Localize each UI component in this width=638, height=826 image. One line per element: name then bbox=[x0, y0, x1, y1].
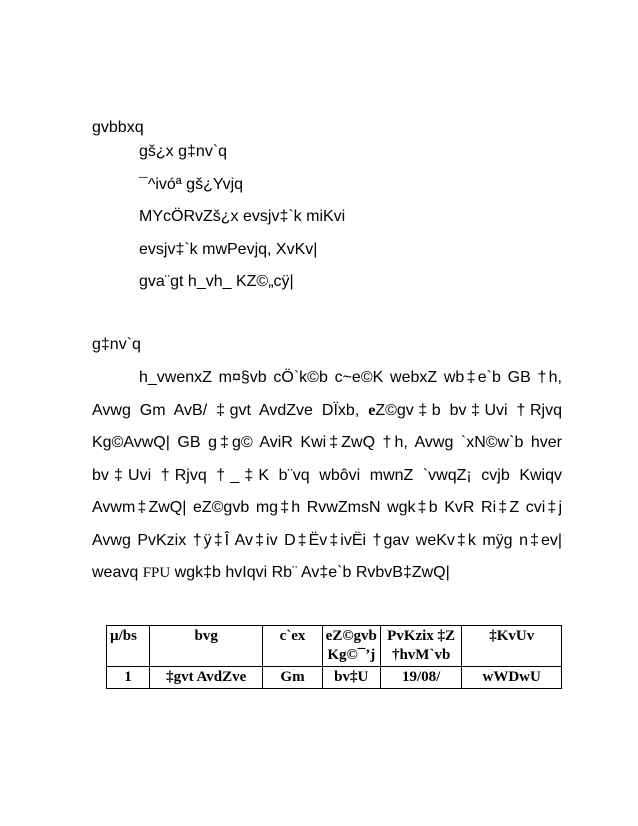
column-header-rank: c`ex bbox=[263, 626, 322, 667]
personnel-table bbox=[106, 625, 562, 689]
column-header-current-posting: eZ©gvb Kg©¯’j bbox=[322, 626, 380, 667]
column-header-serial: µ/bs bbox=[107, 626, 150, 667]
paragraph-abbreviation: FPU bbox=[142, 565, 171, 581]
table-cell: wWDwU bbox=[462, 667, 562, 689]
letter-heading: gvbbxq bbox=[92, 119, 144, 136]
paragraph-text: wgk‡b hvIqvi Rb¨ Av‡e`b RvbvB‡ZwQ| bbox=[170, 564, 450, 581]
table-cell: bv‡U bbox=[322, 667, 380, 689]
address-line: MYcÖRvZš¿x evsjv‡`k miKvi bbox=[139, 208, 346, 225]
address-line: evsjv‡`k mwPevjq, XvKv| bbox=[139, 240, 318, 258]
column-header-joining-date: PvKzix ‡Z †hvM`vb bbox=[380, 626, 462, 667]
address-line: ¯^ivóª gš¿Yvjq bbox=[139, 175, 244, 193]
paragraph-special-glyph: e bbox=[368, 401, 376, 419]
letter-body-paragraph bbox=[92, 362, 562, 590]
column-header-name: bvg bbox=[150, 626, 263, 667]
table-row bbox=[107, 667, 562, 689]
paragraph-text: Z©gv‡b bv‡Uvi †Rjvq Kg©AvwQ| GB g‡g© AviR Kwi‡ZwQ †h, Avwg `xN©w`b hver bv‡Uvi †Rjvq †_‡K b¨vq wbôvi mwnZ `vwqZ¡ cvjb Kwiqv Avwm‡ZwQ| eZ©gvb mg‡h RvwZmsN wgk‡b KvR Ri‡Z cvi‡j Avwg PvKzix †ÿ‡Î Av‡iv D‡Ëv‡ivËi †gav weKv‡k mÿg n‡ev| weavq bbox=[92, 401, 562, 581]
salutation: g‡nv`q bbox=[92, 336, 141, 353]
table-header-row bbox=[107, 626, 562, 667]
table-cell: 19/08/ bbox=[380, 667, 462, 689]
column-header-quota: ‡KvUv bbox=[462, 626, 562, 667]
recipient-address-block bbox=[139, 142, 345, 305]
address-line: gš¿x g‡nv`q bbox=[139, 143, 228, 160]
address-line: gva¨gt h_vh_ KZ©„cÿ| bbox=[139, 273, 294, 290]
table-cell: ‡gvt AvdZve bbox=[150, 667, 263, 689]
table-cell: 1 bbox=[107, 667, 150, 689]
table-cell: Gm bbox=[263, 667, 322, 689]
paragraph-text: h_vwenxZ m¤§vb cÖ`k©b c~e©K webxZ wb‡e`b GB †h, Avwg Gm AvB/ ‡gvt AvdZve DÏxb, bbox=[92, 369, 562, 419]
